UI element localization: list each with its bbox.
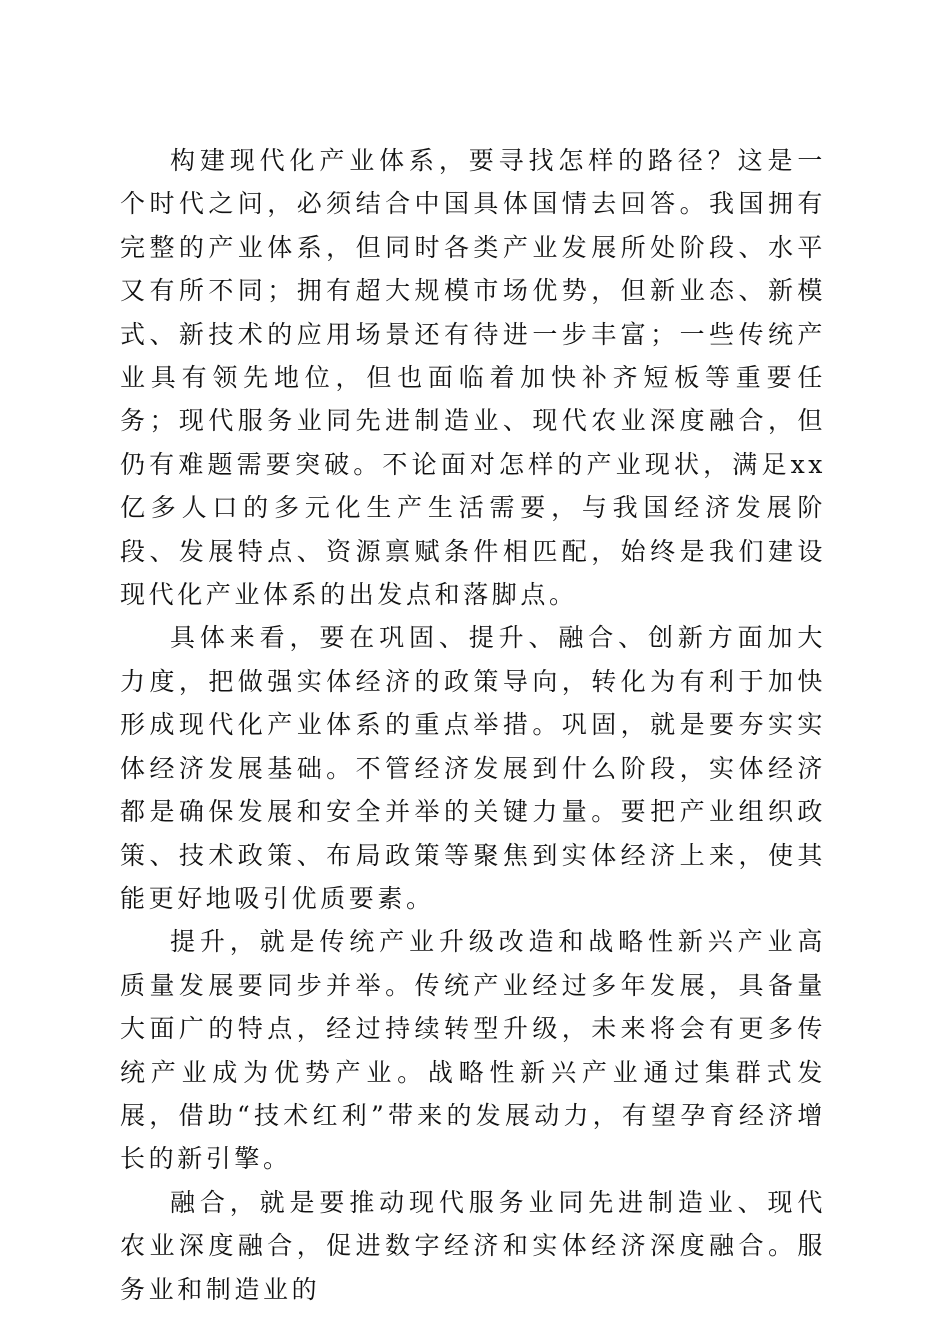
paragraph-3: 提升，就是传统产业升级改造和战略性新兴产业高质量发展要同步并举。传统产业经过多年发展，具备量大面广的特点，经过持续转型升级，未来将会有更多传统产业成为优势产业。战略性新兴产业通过集群式发展，借助“技术红利”带来的发展动力，有望孕育经济增长的新引擎。 (120, 927, 826, 1174)
paragraph-1: 构建现代化产业体系，要寻找怎样的路径？这是一个时代之问，必须结合中国具体国情去回答。我国拥有完整的产业体系，但同时各类产业发展所处阶段、水平又有所不同；拥有超大规模市场优势，但新业态、新模式、新技术的应用场景还有待进一步丰富；一些传统产业具有领先地位，但也面临着加快补齐短板等重要任务；现代服务业同先进制造业、现代农业深度融合，但仍有难题需要突破。不论面对怎样的产业现状，满足xx亿多人口的多元化生产生活需要，与我国经济发展阶段、发展特点、资源禀赋条件相匹配，始终是我们建设现代化产业体系的出发点和落脚点。 (120, 146, 826, 610)
paragraph-2: 具体来看，要在巩固、提升、融合、创新方面加大力度，把做强实体经济的政策导向，转化为有利于加快形成现代化产业体系的重点举措。巩固，就是要夯实实体经济发展基础。不管经济发展到什么阶段，实体经济都是确保发展和安全并举的关键力量。要把产业组织政策、技术政策、布局政策等聚焦到实体经济上来，使其能更好地吸引优质要素。 (120, 623, 826, 913)
document-body (120, 139, 826, 1311)
paragraph-4: 融合，就是要推动现代服务业同先进制造业、现代农业深度融合，促进数字经济和实体经济深度融合。服务业和制造业的 (120, 1187, 826, 1304)
